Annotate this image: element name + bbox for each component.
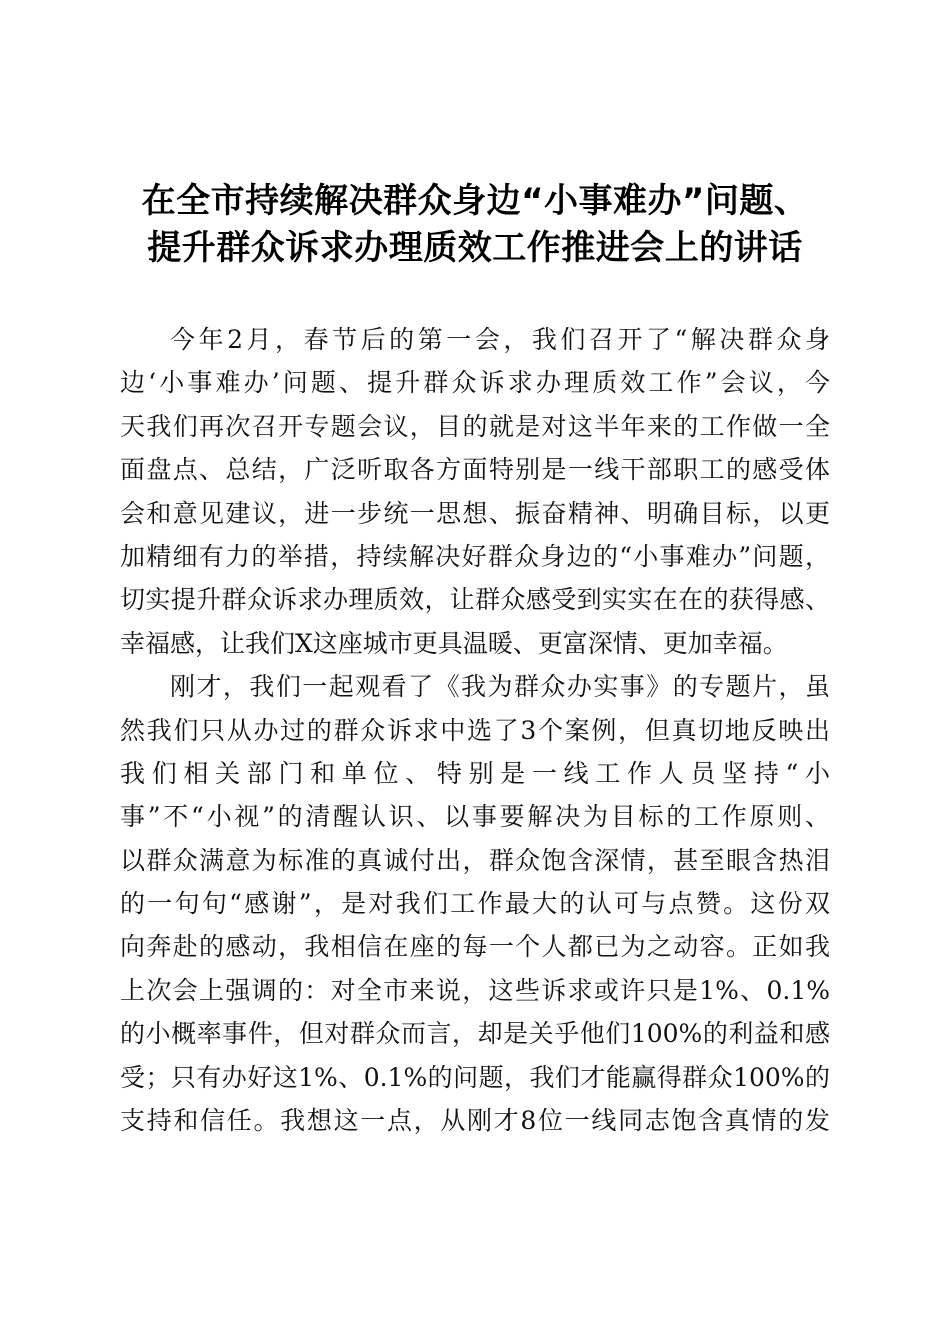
paragraph-line: 刚才，我们一起观看了《我为群众办实事》的专题片，虽	[170, 672, 830, 702]
paragraph-line: 今年2月，春节后的第一会，我们召开了“解决群众身	[170, 325, 830, 354]
paragraph-line: 然我们只从办过的群众诉求中选了3个案例，但真切地反映出	[120, 715, 830, 745]
paragraph-line: 我们相关部门和单位、特别是一线工作人员坚持“小	[120, 758, 830, 788]
paragraph-line: 以群众满意为标准的真诚付出，群众饱含深情，甚至眼含热泪	[120, 845, 830, 875]
paragraph-line: 上次会上强调的：对全市来说，这些诉求或许只是1%、0.1%	[120, 975, 830, 1005]
title-line-2: 提升群众诉求办理质效工作推进会上的讲话	[147, 228, 803, 268]
paragraph-line: 会和意见建议，进一步统一思想、振奋精神、明确目标，以更	[120, 498, 830, 528]
paragraph-2	[120, 665, 830, 1142]
paragraph-line: 的小概率事件，但对群众而言，却是关乎他们100%的利益和感	[120, 1019, 830, 1049]
title-line-1: 在全市持续解决群众身边“小事难办”问题、	[141, 181, 809, 221]
paragraph-line: 切实提升群众诉求办理质效，让群众感受到实实在在的获得感、	[120, 585, 830, 615]
document-title	[0, 178, 950, 272]
paragraph-line: 向奔赴的感动，我相信在座的每一个人都已为之动容。正如我	[120, 932, 830, 962]
document-body	[120, 318, 830, 1142]
paragraph-line: 幸福感，让我们X这座城市更具温暖、更富深情、更加幸福。	[120, 628, 788, 658]
paragraph-line: 受；只有办好这1%、0.1%的问题，我们才能赢得群众100%的	[120, 1062, 830, 1092]
paragraph-line: 事”不“小视”的清醒认识、以事要解决为目标的工作原则、	[120, 802, 830, 832]
paragraph-line: 面盘点、总结，广泛听取各方面特别是一线干部职工的感受体	[120, 455, 830, 485]
paragraph-line: 天我们再次召开专题会议，目的就是对这半年来的工作做一全	[120, 411, 830, 441]
paragraph-line: 支持和信任。我想这一点，从刚才8位一线同志饱含真情的发	[120, 1106, 830, 1136]
paragraph-line: 加精细有力的举措，持续解决好群众身边的“小事难办”问题，	[120, 541, 830, 571]
paragraph-line: 的一句句“感谢”，是对我们工作最大的认可与点赞。这份双	[120, 889, 830, 919]
paragraph-1	[120, 318, 830, 665]
paragraph-line: 边‘小事难办’问题、提升群众诉求办理质效工作”会议，今	[120, 368, 830, 398]
